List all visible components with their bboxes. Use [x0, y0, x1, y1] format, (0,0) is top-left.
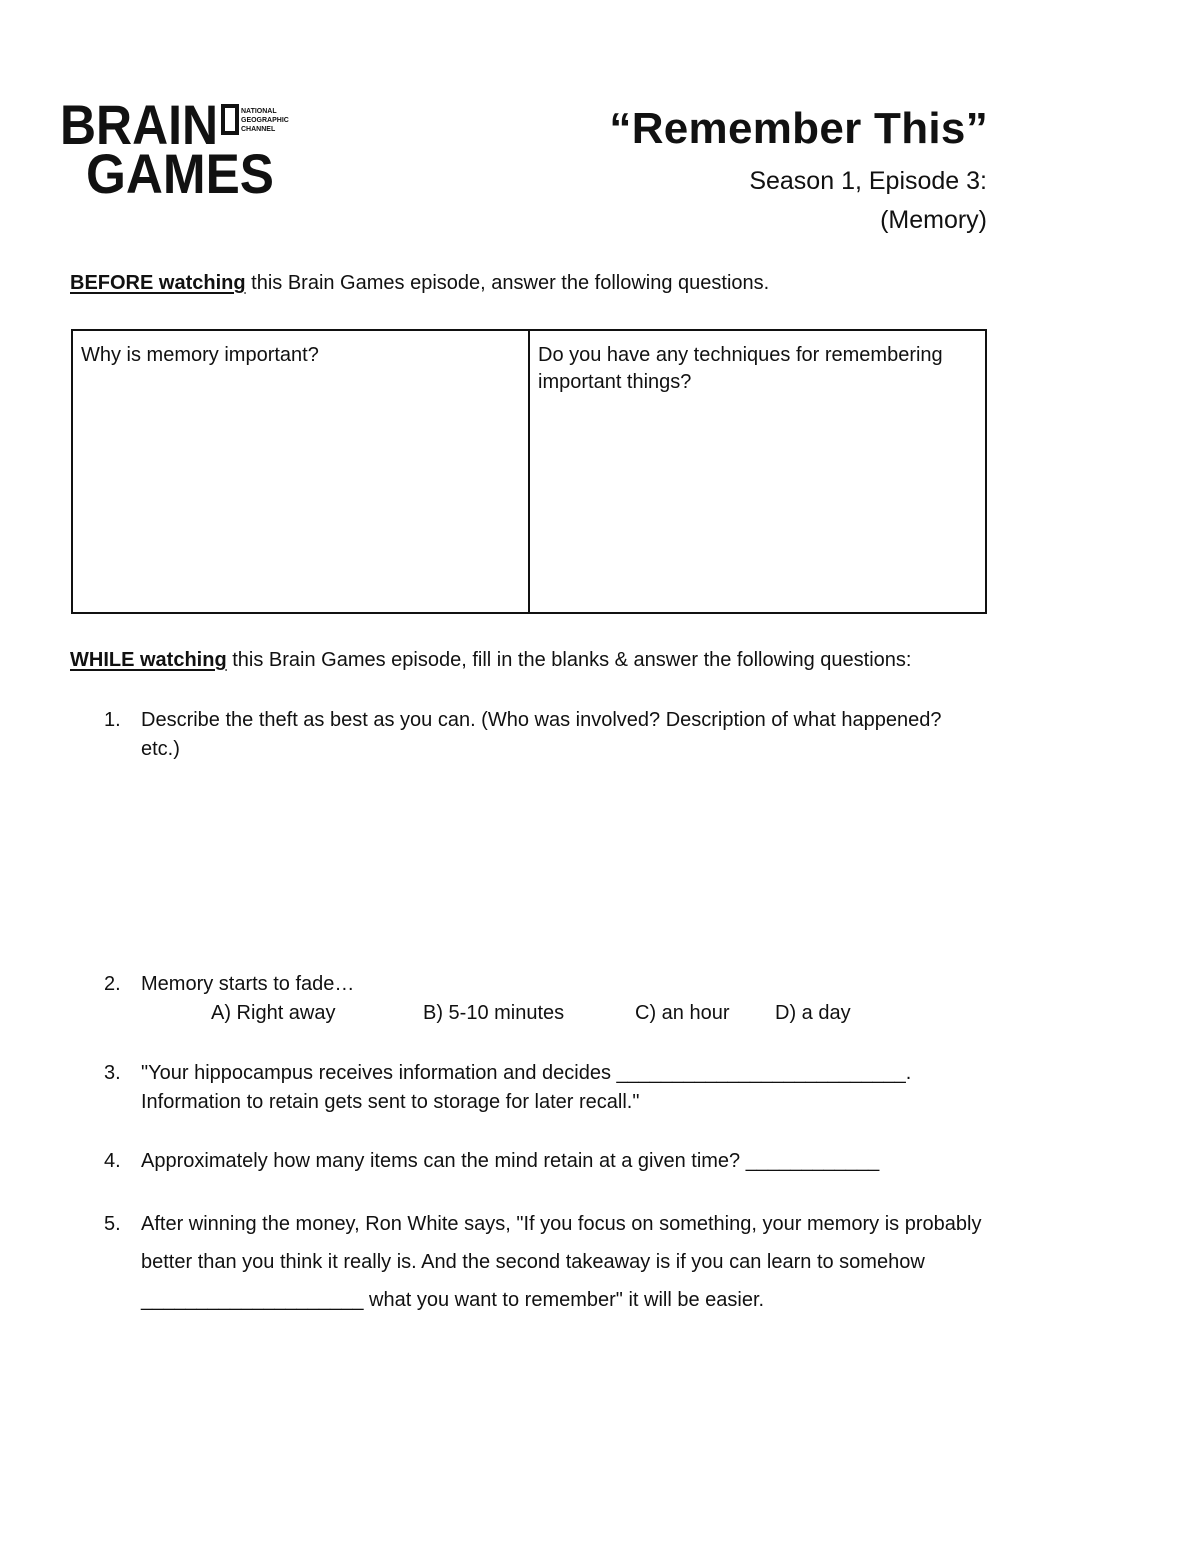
- logo-line2: GAMES: [86, 142, 274, 202]
- logo-badge-line3: CHANNEL: [241, 126, 276, 133]
- logo-badge-line1: NATIONAL: [241, 108, 277, 115]
- before-lead: BEFORE watching: [70, 272, 246, 294]
- question-number: 5.: [104, 1213, 121, 1235]
- question-text: Approximately how many items can the mind retain at a given time? ____________: [141, 1150, 880, 1172]
- brain-games-logo: [60, 92, 300, 202]
- question-number: 4.: [104, 1150, 121, 1172]
- question-number: 2.: [104, 973, 121, 995]
- before-question-cell[interactable]: Why is memory important?: [81, 344, 319, 366]
- episode-topic: (Memory): [880, 206, 987, 234]
- episode-subtitle: Season 1, Episode 3:: [749, 167, 987, 195]
- question-text: Describe the theft as best as you can. (Who was involved? Description of what happened? etc.): [141, 709, 942, 760]
- before-questions-table: [71, 329, 987, 614]
- question-item: [104, 1205, 984, 1319]
- question-number: 3.: [104, 1062, 121, 1084]
- while-lead: WHILE watching: [70, 649, 227, 671]
- choice-option[interactable]: B) 5-10 minutes: [423, 1002, 565, 1024]
- while-instructions: [70, 649, 911, 672]
- question-text: After winning the money, Ron White says, "If you focus on something, your memory is probably better than you think it really is. And the second takeaway is if you can learn to somehow ____________________ what you want to remember" it will be easier.: [141, 1213, 982, 1311]
- logo-mark: [60, 92, 300, 202]
- question-item: [104, 1147, 984, 1176]
- while-rest: this Brain Games episode, fill in the blanks & answer the following questions:: [226, 649, 912, 671]
- answer-choices: [141, 999, 984, 1028]
- logo-badge-line2: GEOGRAPHIC: [241, 117, 289, 124]
- question-text: Memory starts to fade…: [141, 973, 355, 995]
- nat-geo-frame-icon: [223, 106, 237, 133]
- question-item: [104, 706, 984, 764]
- question-item: [104, 970, 984, 1028]
- logo-line1: BRAIN: [60, 93, 218, 156]
- question-number: 1.: [104, 709, 121, 731]
- before-question-cell[interactable]: Do you have any techniques for remembering important things?: [528, 331, 985, 612]
- choice-option[interactable]: C) an hour: [635, 1002, 730, 1024]
- worksheet-title: “Remember This”: [609, 104, 988, 153]
- before-instructions: [70, 272, 769, 295]
- before-rest: this Brain Games episode, answer the following questions.: [245, 272, 770, 294]
- choice-option[interactable]: D) a day: [775, 1002, 851, 1024]
- choice-option[interactable]: A) Right away: [211, 1002, 336, 1024]
- question-item: [104, 1059, 984, 1117]
- question-text: "Your hippocampus receives information and decides __________________________. Information to retain gets sent to storage for later recall.": [141, 1062, 912, 1113]
